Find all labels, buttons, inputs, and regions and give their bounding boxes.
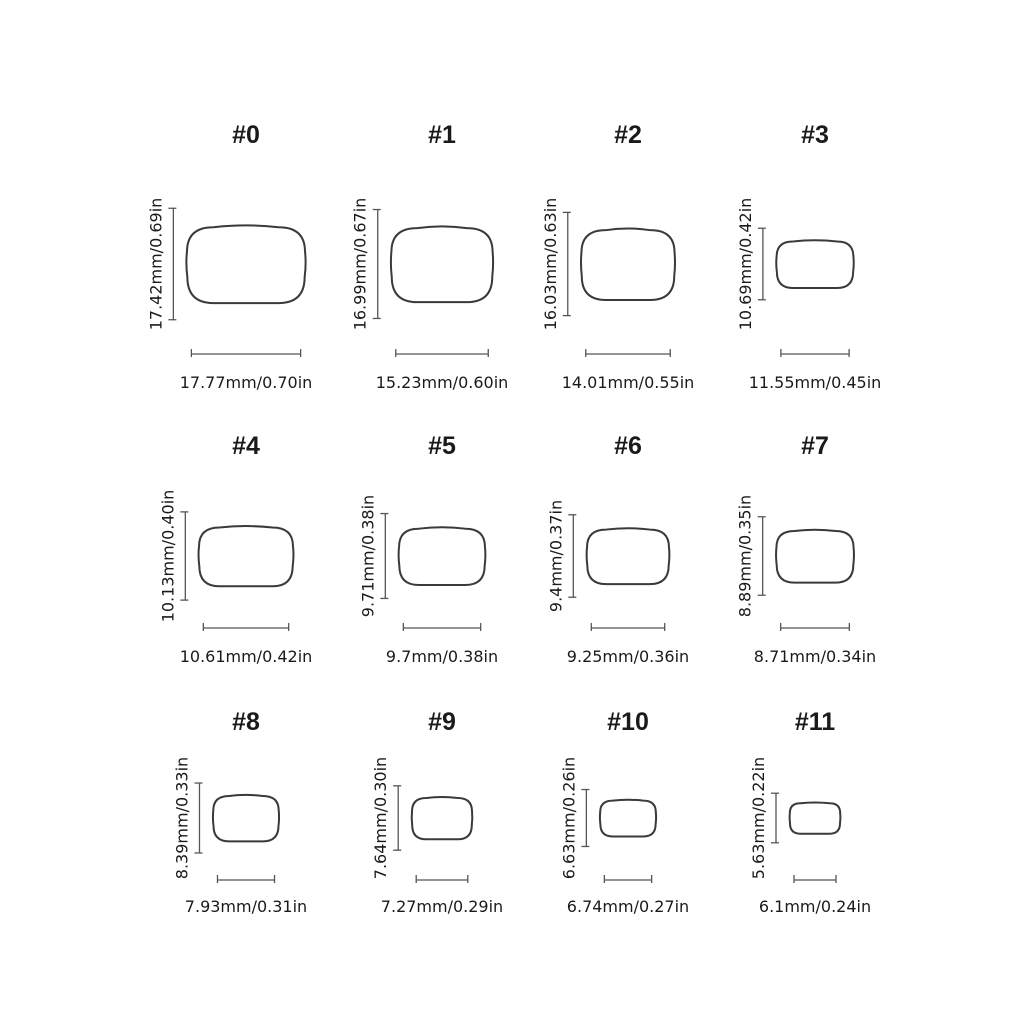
- size-10: [559, 708, 689, 916]
- length-label: 16.03mm/0.63in: [540, 197, 560, 331]
- length-label: 9.4mm/0.37in: [546, 499, 566, 613]
- size-0: [146, 121, 312, 392]
- nail-outline: [391, 226, 493, 302]
- size-title: #4: [232, 432, 260, 460]
- width-label: 7.93mm/0.31in: [184, 897, 308, 916]
- size-title: #7: [801, 432, 829, 460]
- width-label: 15.23mm/0.60in: [375, 373, 509, 392]
- size-9: [371, 708, 503, 916]
- size-3: [736, 121, 881, 392]
- length-label: 8.89mm/0.35in: [735, 494, 755, 618]
- nail-outline: [776, 240, 854, 288]
- nail-outline: [587, 528, 670, 584]
- length-label: 10.69mm/0.42in: [735, 197, 755, 331]
- length-label: 6.63mm/0.26in: [559, 756, 579, 880]
- size-title: #10: [607, 708, 649, 736]
- size-title: #3: [801, 121, 829, 149]
- length-label: 17.42mm/0.69in: [146, 197, 166, 331]
- size-title: #6: [614, 432, 642, 460]
- width-label: 10.61mm/0.42in: [179, 647, 313, 666]
- width-label: 9.7mm/0.38in: [385, 647, 499, 666]
- size-title: #9: [428, 708, 456, 736]
- nail-outline: [790, 802, 841, 833]
- nail-outline: [776, 530, 854, 583]
- length-label: 8.39mm/0.33in: [172, 756, 192, 880]
- nail-outline: [399, 527, 486, 585]
- nail-outline: [213, 795, 279, 842]
- size-8: [172, 708, 307, 916]
- width-label: 11.55mm/0.45in: [748, 373, 882, 392]
- length-label: 16.99mm/0.67in: [350, 197, 370, 331]
- nail-outline: [186, 225, 305, 303]
- size-5: [358, 432, 498, 666]
- width-label: 8.71mm/0.34in: [753, 647, 877, 666]
- nail-outline: [199, 526, 294, 586]
- width-label: 7.27mm/0.29in: [380, 897, 504, 916]
- size-title: #11: [794, 708, 836, 736]
- width-label: 6.1mm/0.24in: [758, 897, 872, 916]
- length-label: 7.64mm/0.30in: [371, 756, 391, 880]
- nail-outline: [581, 228, 675, 300]
- size-6: [546, 432, 689, 666]
- size-title: #2: [614, 121, 642, 149]
- width-label: 9.25mm/0.36in: [566, 647, 690, 666]
- nail-outline: [600, 800, 656, 837]
- size-11: [749, 708, 871, 916]
- length-label: 10.13mm/0.40in: [158, 489, 178, 623]
- size-title: #5: [428, 432, 456, 460]
- size-title: #0: [232, 121, 260, 149]
- width-label: 17.77mm/0.70in: [179, 373, 313, 392]
- size-2: [541, 121, 695, 392]
- length-label: 5.63mm/0.22in: [748, 756, 768, 880]
- length-label: 9.71mm/0.38in: [358, 494, 378, 618]
- size-title: #1: [428, 121, 456, 149]
- nail-outline: [412, 797, 473, 839]
- size-4: [158, 432, 312, 666]
- width-label: 14.01mm/0.55in: [561, 373, 695, 392]
- size-title: #8: [232, 708, 260, 736]
- width-label: 6.74mm/0.27in: [566, 897, 690, 916]
- size-1: [351, 121, 509, 392]
- size-7: [736, 432, 877, 666]
